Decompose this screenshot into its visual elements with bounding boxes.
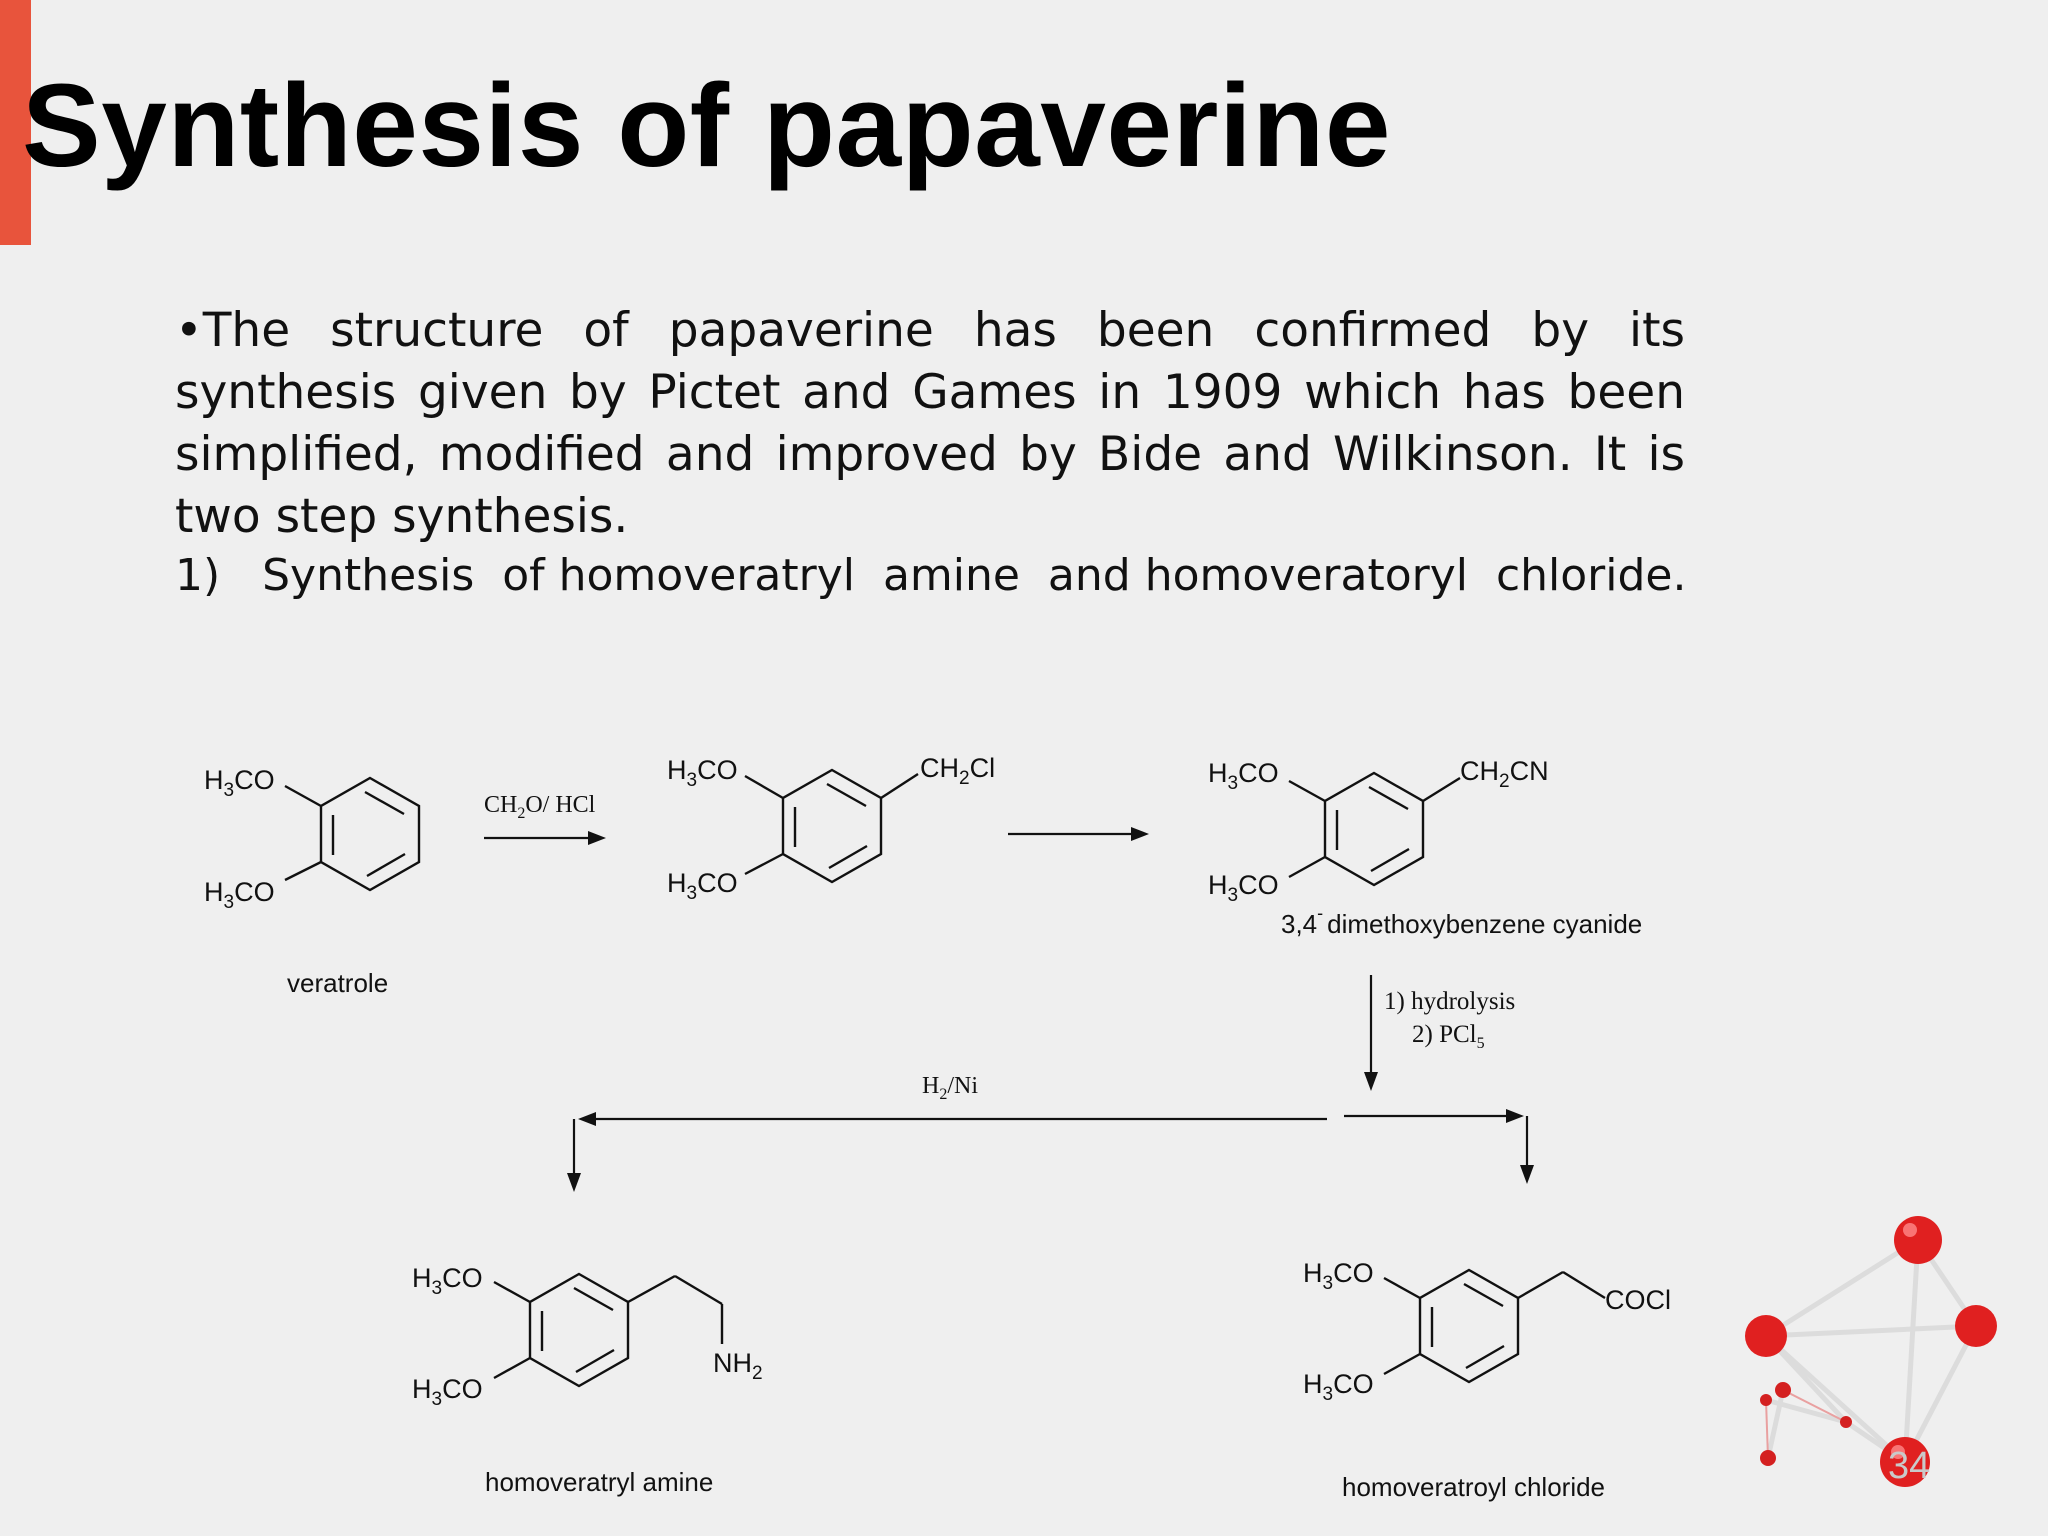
chloride-h3co-top: $H_3CO$ — [667, 755, 738, 791]
nh2-group: $NH_2$ — [713, 1348, 763, 1384]
veratrole-h3co-bottom: $H_3CO$ — [204, 877, 275, 913]
reagent-h2-ni: $H_2/Ni$ — [922, 1073, 979, 1103]
benzyl-chloride-structure — [745, 770, 918, 882]
veratrole-structure — [285, 778, 419, 890]
slide-title: Synthesis of papaverine — [22, 60, 1391, 192]
molecule-decoration — [1745, 1216, 1997, 1487]
arrowhead-chloride-right — [1506, 1109, 1524, 1123]
step-heading: 1) Synthesis of homoveratryl amine and homoveratoryl chloride. — [175, 550, 1687, 601]
homoveratroyl-chloride-structure — [1384, 1270, 1605, 1382]
cocl-group: COCl — [1605, 1285, 1671, 1315]
cyanide-h3co-bottom: $H_3CO$ — [1208, 870, 1279, 906]
chloride-label: homoveratroyl chloride — [1342, 1472, 1606, 1502]
arrow-to-chloride — [1344, 1116, 1527, 1167]
reagent-ch2o-hcl: $CH_2O/$ HCl — [484, 792, 596, 822]
arrowhead-reduction-down — [567, 1173, 581, 1192]
benzyl-cyanide-structure — [1289, 773, 1460, 885]
amine-h3co-top: $H_3CO$ — [412, 1263, 483, 1299]
arrow-chloromethylation — [484, 831, 606, 845]
arrowhead-reduction-left — [578, 1112, 596, 1126]
amine-h3co-bottom: $H_3CO$ — [412, 1374, 483, 1410]
homoveratryl-amine-structure — [494, 1274, 722, 1386]
reagent-hydrolysis: 1) hydrolysis — [1384, 988, 1516, 1015]
page-number: 34 — [1888, 1445, 1931, 1487]
ch2cn-group: $CH_2CN$ — [1460, 756, 1549, 792]
acyl-h3co-bottom: $H_3CO$ — [1303, 1369, 1374, 1405]
cyanide-label: 3,4- dimethoxybenzene cyanide — [1281, 903, 1643, 939]
cyanide-h3co-top: $H_3CO$ — [1208, 758, 1279, 794]
arrow-reduction — [574, 1119, 1327, 1175]
arrow-hydrolysis — [1364, 975, 1378, 1091]
reagent-pcl5: 2) PCl$_5$ — [1412, 1021, 1485, 1052]
amine-label: homoveratryl amine — [485, 1467, 714, 1497]
arrowhead-chloride-down — [1520, 1165, 1534, 1184]
chloride-h3co-bottom: $H_3CO$ — [667, 868, 738, 904]
ch2cl-group: $CH_2Cl$ — [920, 753, 996, 789]
veratrole-h3co-top: $H_3CO$ — [204, 765, 275, 801]
veratrole-label: veratrole — [287, 968, 389, 998]
acyl-h3co-top: $H_3CO$ — [1303, 1258, 1374, 1294]
bullet-paragraph: •The structure of papaverine has been confirmed by its synthesis given by Pictet and Games in 1909 which has been simplified, modified and improved by Bide and Wilkinson. It is two step synthesis. — [175, 303, 1685, 544]
arrow-cyanation — [1008, 827, 1149, 841]
